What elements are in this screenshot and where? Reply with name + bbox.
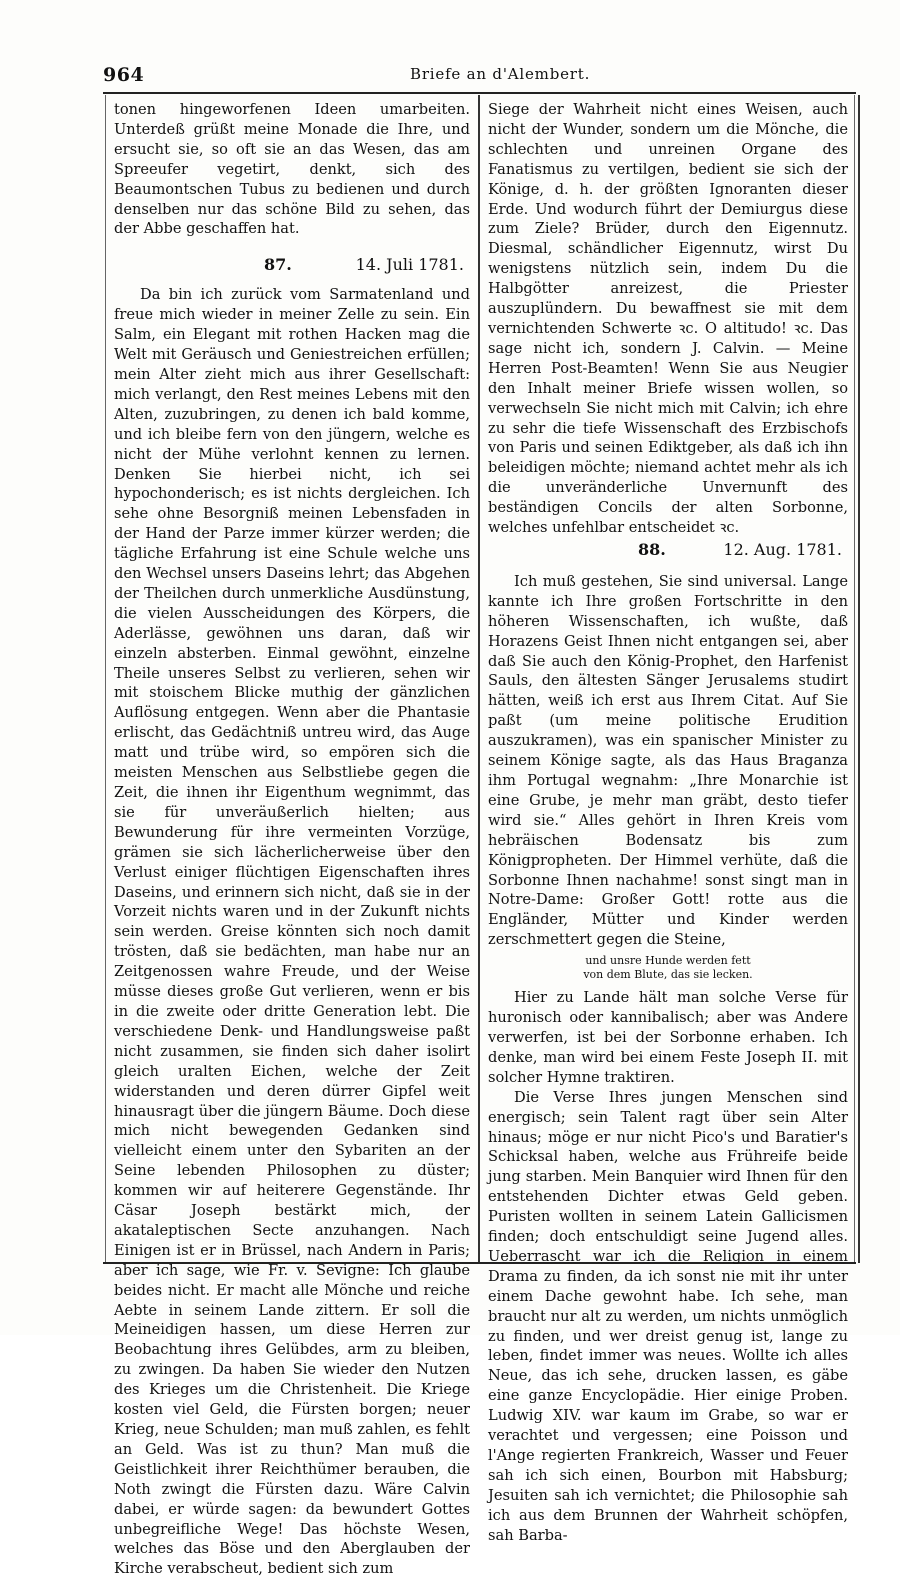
letter-number: 87. (264, 255, 292, 275)
letter-88-paragraph-3: Die Verse Ihres jungen Menschen sind energisch; sein Talent ragt über sein Alter hinaus; möge er nur nicht Pico's und Baratier's Schicksal haben, welche aus Frühreife beide jung starben. Mein Banquier wird Ihnen für den entstehenden Dichter etwas Geld geben. Puristen wollten in seinem Latein Gallicismen finden; doch entschuldigt seine Jugend alles. Ueberrascht war ich die Religion in einem Drama zu finden, da ich sonst nie mit ihr unter einem Dache gewohnt habe. Ich sehe, man braucht nur alt zu werden, um nichts unmöglich zu finden, und wer dreist genug ist, lange zu leben, findet immer was neues. Wollte ich alles Neue, das ich sehe, drucken lassen, es gäbe eine ganze Encyclopädie. Hier einige Proben. Ludwig XIV. war kaum im Grabe, so war er verachtet und vergessen; eine Poisson und l'Ange regierten Frankreich, Wasser und Feuer sah ich sich einen, Bourbon mit Habsburg; Jesuiten sah ich vernichtet; die Philosophie sah ich aus dem Brunnen der Wahrheit schöpfen, sah Barba- (488, 1088, 848, 1544)
letter-88-paragraph-2: Hier zu Lande hält man solche Verse für huronisch oder kannibalisch; aber was Andere verwerfen, ist bei der Sorbonne erhaben. Ich denke, man wird bei einem Feste Joseph II. mit solcher Hymne traktiren. (488, 989, 848, 1086)
header-rule (103, 92, 856, 94)
right-border-outer (858, 95, 860, 1263)
letter-87-heading (114, 255, 470, 279)
right-column (488, 100, 848, 1546)
verse-line: von dem Blute, das sie lecken. (583, 968, 753, 982)
letter-date: 14. Juli 1781. (355, 255, 464, 275)
running-title: Briefe an d'Alembert. (410, 65, 591, 83)
left-column (114, 100, 470, 1579)
letter-88-heading (488, 540, 848, 564)
verse-line: und unsre Hunde werden fett (585, 954, 751, 968)
column-divider (478, 95, 480, 1262)
left-border (105, 95, 106, 1262)
right-border (854, 95, 855, 1262)
continued-paragraph: Siege der Wahrheit nicht eines Weisen, auch nicht der Wunder, sondern um die Mönche, die schlechten und unreinen Organe des Fanatismus zu vertilgen, bedient sie sich der Könige, d. h. der größten Ignoranten dieser Erde. Und wodurch führt der Demiurgus diese zum Ziele? Brüder, durch den Eigennutz. Diesmal, schändlicher Eigennutz, wirst Du wenigstens nützlich sein, indem Du die Halbgötter anreizest, die Priester auszuplündern. Du bewaffnest sie mit dem vernichtenden Schwerte ꝛc. O altitudo! ꝛc. Das sage nicht ich, sondern J. Calvin. — Meine Herren Post-Beamten! Wenn Sie aus Neugier den Inhalt meiner Briefe wissen wollen, so verwechseln Sie nicht mich mit Calvin; ich ehre zu sehr die tiefe Wissenschaft des Erzbischofs von Paris und seinen Ediktgeber, als daß ich ihn beleidigen möchte; niemand achtet mehr als ich die unveränderliche Unvernunft des beständigen Concils der alten Sorbonne, welches unfehlbar entscheidet ꝛc. (488, 101, 848, 537)
verse-quote (488, 954, 848, 982)
opening-paragraph: tonen hingeworfenen Ideen umarbeiten. Unterdeß grüßt meine Monade die Ihre, und ersucht sie, so oft sie an das Wesen, das am Spreeufer vegetirt, denkt, sich des Beaumontschen Tubus zu bedienen und durch denselben nur das schöne Bild zu sehen, das der Abbe geschaffen hat. (114, 101, 470, 238)
letter-date: 12. Aug. 1781. (723, 539, 842, 559)
letter-87-body: Da bin ich zurück vom Sarmatenland und freue mich wieder in meiner Zelle zu sein. Ein Salm, ein Elegant mit rothen Hacken mag die Welt mit Geräusch und Geniestreichen erfüllen; mein Alter zieht mich aus ihrer Gesellschaft: mich verlangt, den Rest meines Lebens mit den Alten, zuzubringen, zu denen ich bald komme, und ich bleibe fern von den jüngern, welche es nicht der Mühe verlohnt kennen zu lernen. Denken Sie hierbei nicht, ich sei hypochonderisch; es ist nichts dergleichen. Ich sehe ohne Besorgniß meinen Lebensfaden in der Hand der Parze immer kürzer werden; die tägliche Erfahrung ist eine Schule welche uns den Wechsel unsers Daseins lehrt; das Abgehen der Theilchen durch unmerkliche Ausdünstung, die vielen Ausscheidungen des Körpers, die Aderlässe, gewöhnen uns daran, daß wir einzeln absterben. Einmal gewöhnt, einzelne Theile unseres Selbst zu verlieren, sehen wir mit stoischem Blicke muthig der gänzlichen Auflösung entgegen. Wenn aber die Phantasie erlischt, das Gedächtniß untreu wird, das Auge matt und trübe wird, so empören sich die meisten Menschen aus Selbstliebe gegen die Zeit, die ihnen ihr Eigenthum wegnimmt, das sie für unveräußerlich hielten; aus Bewunderung für ihre vermeinten Vorzüge, grämen sie sich lächerlicherweise über den Verlust einiger flüchtigen Eigenschaften ihres Daseins, und erinnern sich nicht, daß sie in der Vorzeit nichts waren und in der Zukunft nichts sein werden. Greise könnten sich noch damit trösten, daß sie bedächten, man habe nur an Zeitgenossen wahre Freude, und der Weise müsse dieses große Gut verlieren, wenn er bis in die zweite oder dritte Generation lebt. Die verschiedene Denk- und Handlungsweise paßt nicht zusammen, sie finden sich daher isolirt gleich uralten Eichen, welche der Zeit widerstanden und deren dürrer Gipfel weit hinausragt über die jüngern Bäume. Doch diese mich nicht bewegenden Gedanken sind vielleicht einem unter den Sybariten an der Seine lebenden Philosophen zu düster; kommen wir auf heiterere Gegenstände. Ihr Cäsar Joseph bestärkt mich, der akataleptischen Secte anzuhangen. Nach Einigen ist er in Brüssel, nach Andern in Paris; aber ich sage, wie Fr. v. Sevigne: Ich glaube beides nicht. Er macht alle Mönche und reiche Aebte in seinem Lande zittern. Er soll die Meineidigen hassen, um diese Herren zur Beobachtung ihres Gelübdes, arm zu bleiben, zu zwingen. Da haben Sie wieder den Nutzen des Krieges um die Christenheit. Die Kriege kosten viel Geld, die Fürsten borgen; neuer Krieg, neue Schulden; man muß zahlen, es fehlt an Geld. Was ist zu thun? Man muß die Geistlichkeit ihrer Reichthümer berauben, die Noth zwingt die Fürsten dazu. Wäre Calvin dabei, er würde sagen: da bewundert Gottes unbegreifliche Wege! Das höchste Wesen, welches das Böse und den Aberglauben der Kirche verabscheut, bedient sich zum (114, 286, 470, 1578)
letter-88-paragraph-1: Ich muß gestehen, Sie sind universal. Lange kannte ich Ihre großen Fortschritte in den höheren Wissenschaften, ich wußte, daß Horazens Geist Ihnen nicht entgangen sei, aber daß Sie auch den König-Prophet, den Harfenist Sauls, den ältesten Sänger Jerusalems studirt hätten, weiß ich erst aus Ihrem Citat. Auf Sie paßt (um meine politische Erudition auszukramen), was ein spanischer Minister zu seinem Könige sagte, als das Haus Braganza ihm Portugal wegnahm: „Ihre Monarchie ist eine Grube, je mehr man gräbt, desto tiefer wird sie.“ Alles gehört in Ihren Kreis vom hebräischen Bodensatz bis zum Königpropheten. Der Himmel verhüte, daß die Sorbonne Ihnen nachahme! sonst singt man in Notre-Dame: Großer Gott! rotte aus die Engländer, Mütter und Kinder werden zerschmettert gegen die Steine, (488, 572, 848, 949)
page-number: 964 (103, 64, 145, 86)
letter-number: 88. (638, 539, 666, 559)
